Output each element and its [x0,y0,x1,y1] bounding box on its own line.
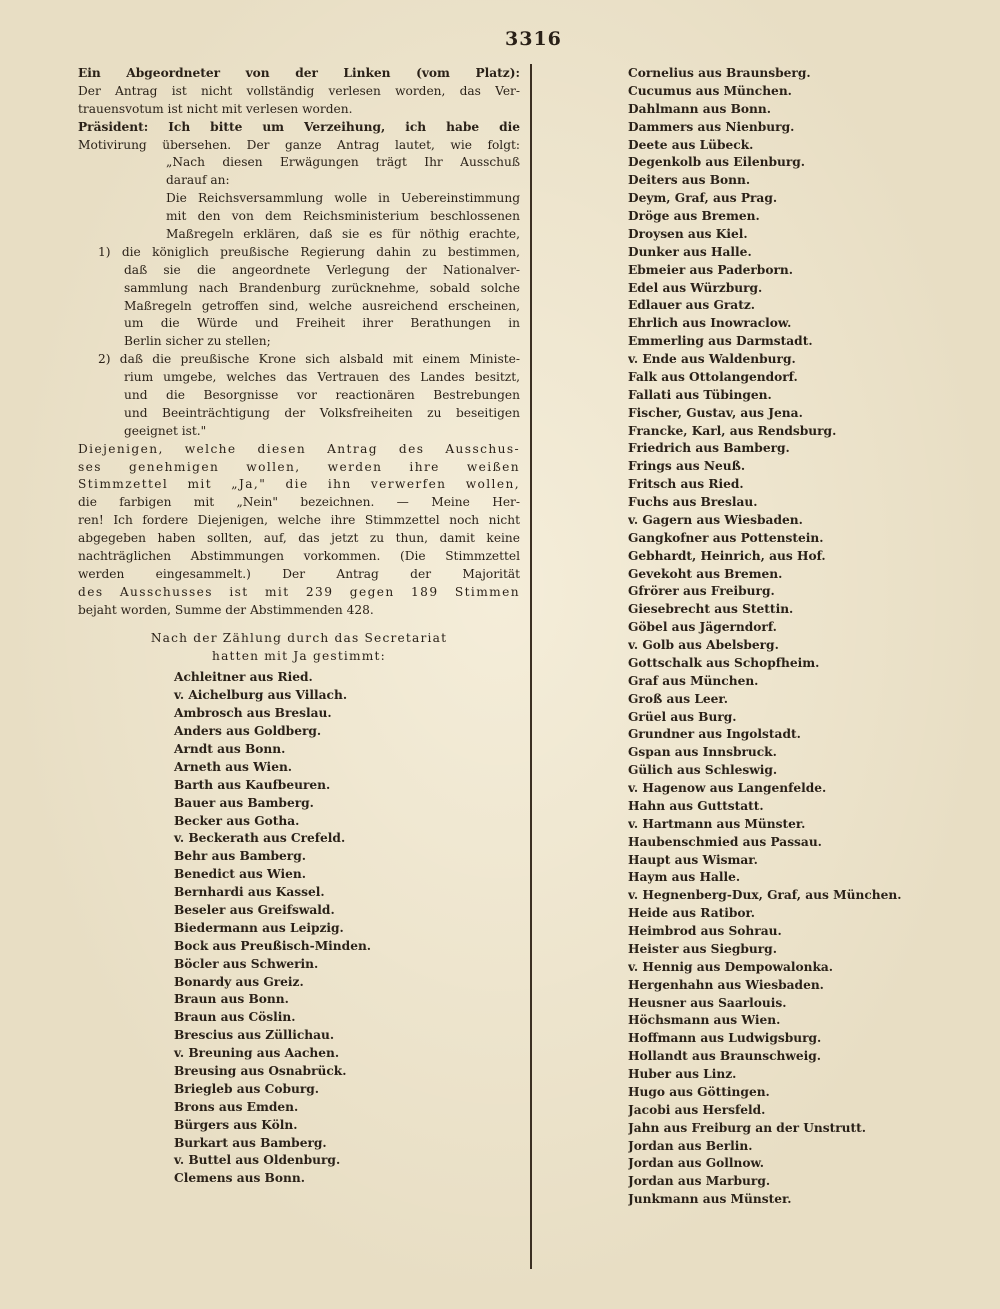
list-item: v. Gagern aus Wiesbaden. [628,512,803,527]
speech-line: abgegeben haben sollten, auf, das jetzt zu thun, damit keine [78,531,520,546]
speech-line: um die Würde und Freiheit ihrer Berathungen in [124,316,520,331]
list-item: Grundner aus Ingolstadt. [628,727,801,742]
list-item: Haym aus Halle. [628,870,741,885]
list-item: Jordan aus Marburg. [628,1174,771,1189]
list-item: Deiters aus Bonn. [628,173,751,188]
speech-line: bejaht worden, Summe der Abstimmenden 428. [78,602,374,617]
list-item: Briegleb aus Coburg. [174,1081,320,1096]
list-item: Höchsmann aus Wien. [628,1013,781,1028]
yes-vote-list-right [628,65,968,1209]
list-item: Göbel aus Jägerndorf. [628,620,777,635]
list-item: Giesebrecht aus Stettin. [628,602,794,617]
list-item: v. Ende aus Waldenburg. [628,352,796,366]
list-item: Dahlmann aus Bonn. [628,101,771,116]
speech-line: darauf an: [166,173,230,188]
list-item: Heimbrod aus Sohrau. [628,924,782,938]
page-number: 3316 [505,28,562,50]
speech-line: Die Reichsversammlung wolle in Uebereinstimmung [166,191,520,206]
list-item: v. Hagenow aus Langenfelde. [628,781,827,795]
list-item: Behr aus Bamberg. [174,849,306,864]
speech-line: ren! Ich fordere Diejenigen, welche ihre Stimmzettel noch nicht [78,513,520,528]
list-item: Edlauer aus Gratz. [628,298,755,313]
speech-line: Maßregeln getroffen sind, welche ausreichend erscheinen, [124,298,520,313]
list-item: Arneth aus Wien. [174,759,293,774]
list-item: Grüel aus Burg. [628,709,737,724]
list-item: Ebmeier aus Paderborn. [628,262,793,277]
list-item: v. Hartmann aus Münster. [628,816,806,831]
speech-line: und die Besorgnisse vor reactionären Bestrebungen [124,388,520,403]
speech-line: geeignet ist." [124,423,207,438]
list-item: Heusner aus Saarlouis. [628,995,787,1010]
list-item: Fritsch aus Ried. [628,477,744,492]
list-item: Benedict aus Wien. [174,867,306,882]
count-heading-line-2: hatten mit Ja gestimmt: [212,648,386,663]
list-item: Becker aus Gotha. [174,813,300,828]
list-item: Hoffmann aus Ludwigsburg. [628,1031,822,1046]
list-item: Anders aus Goldberg. [174,724,322,739]
list-item: v. Buttel aus Oldenburg. [174,1153,341,1168]
speech-line: rium umgebe, welches das Vertrauen des Landes besitzt, [124,370,520,385]
list-item: Hergenhahn aus Wiesbaden. [628,977,824,992]
list-item: Bonardy aus Greiz. [174,974,304,989]
list-item: v. Beckerath aus Crefeld. [174,831,346,846]
list-item: v. Hennig aus Dempowalonka. [628,959,834,974]
list-item: Hugo aus Göttingen. [628,1084,770,1099]
list-item: Dammers aus Nienburg. [628,119,795,134]
speech-line: und Beeinträchtigung der Volksfreiheiten zu beseitigen [124,405,520,420]
list-item: Jordan aus Berlin. [628,1138,753,1153]
yes-vote-list-left [78,669,520,1188]
speech-line: Motivirung übersehen. Der ganze Antrag lautet, wie folgt: [78,137,520,152]
list-item: Fischer, Gustav, aus Jena. [628,405,803,420]
list-item: Burkart aus Bamberg. [174,1135,327,1150]
list-item: Gülich aus Schleswig. [628,763,778,778]
speech-line: nachträglichen Abstimmungen vorkommen. (Die Stimmzettel [78,549,520,564]
list-item: Groß aus Leer. [628,691,728,706]
list-item: Graf aus München. [628,673,759,688]
speech-line: mit den von dem Reichsministerium beschlossenen [166,209,520,224]
list-item: Gfrörer aus Freiburg. [628,584,775,599]
list-item: Dunker aus Halle. [628,244,752,259]
list-item: Clemens aus Bonn. [174,1171,305,1186]
list-item: Degenkolb aus Eilenburg. [628,155,806,170]
list-item: Deete aus Lübeck. [628,137,754,152]
list-item: Bernhardi aus Kassel. [174,885,325,900]
list-item: Brescius aus Züllichau. [174,1028,335,1043]
list-item: Friedrich aus Bamberg. [628,441,790,456]
list-item: Fuchs aus Breslau. [628,495,758,509]
speech-line: Diejenigen, welche diesen Antrag des Ausschus- [78,441,520,456]
list-item: Gevekoht aus Bremen. [628,566,783,581]
speech-line: Präsident: Ich bitte um Verzeihung, ich habe die [78,119,520,134]
speech-line: Ein Abgeordneter von der Linken (vom Platz): [78,66,520,80]
speech-line: des Ausschusses ist mit 239 gegen 189 Stimmen [78,584,520,599]
list-item: Falk aus Ottolangendorf. [628,369,798,384]
list-item: Francke, Karl, aus Rendsburg. [628,423,837,438]
list-item: v. Golb aus Abelsberg. [628,638,779,652]
list-item: Breusing aus Osnabrück. [174,1063,347,1078]
speech-line: werden eingesammelt.) Der Antrag der Majorität [78,566,520,581]
list-item: Gangkofner aus Pottenstein. [628,530,824,545]
list-item: Arndt aus Bonn. [174,741,286,756]
list-item: Droysen aus Kiel. [628,226,748,241]
list-item: Hahn aus Guttstatt. [628,798,764,813]
list-item: Braun aus Cöslin. [174,1010,296,1025]
list-item: Dröge aus Bremen. [628,209,760,223]
list-item: Heide aus Ratibor. [628,906,756,921]
speech-line: daß sie die angeordnete Verlegung der Nationalver- [124,262,520,277]
speech-text [78,65,520,620]
list-item: Bauer aus Bamberg. [174,795,314,810]
list-item: Gebhardt, Heinrich, aus Hof. [628,548,826,563]
left-column [78,65,520,1188]
speech-line: sammlung nach Brandenburg zurücknehme, sobald solche [124,280,520,295]
speech-line: trauensvotum ist nicht mit verlesen worden. [78,101,353,116]
list-item: Frings aus Neuß. [628,459,746,474]
list-item: v. Breuning aus Aachen. [174,1046,340,1061]
speech-line: 2) daß die preußische Krone sich alsbald mit einem Ministe- [98,352,520,367]
right-column [628,65,968,1209]
count-heading-line-1: Nach der Zählung durch das Secretariat [150,630,448,645]
list-item: Brons aus Emden. [174,1099,299,1114]
speech-line: ses genehmigen wollen, werden ihre weißen [78,459,520,474]
list-item: v. Aichelburg aus Villach. [174,688,348,703]
list-item: Barth aus Kaufbeuren. [174,777,331,792]
list-item: Jacobi aus Hersfeld. [628,1102,766,1117]
list-item: Bürgers aus Köln. [174,1117,298,1132]
speech-line: Berlin sicher zu stellen; [124,334,271,349]
speech-line: „Nach diesen Erwägungen trägt Ihr Ausschuß [166,155,520,170]
list-item: v. Hegnenberg-Dux, Graf, aus München. [628,888,902,903]
speech-line: Maßregeln erklären, daß sie es für nöthig erachte, [166,227,520,242]
list-item: Biedermann aus Leipzig. [174,920,344,935]
list-item: Huber aus Linz. [628,1067,737,1081]
list-item: Ambrosch aus Breslau. [174,706,332,721]
list-item: Edel aus Würzburg. [628,280,763,295]
list-item: Bock aus Preußisch-Minden. [174,938,372,953]
list-item: Beseler aus Greifswald. [174,902,335,917]
speech-line: 1) die königlich preußische Regierung dahin zu bestimmen, [98,244,520,259]
list-item: Achleitner aus Ried. [174,670,313,685]
list-item: Haubenschmied aus Passau. [628,834,822,849]
list-item: Fallati aus Tübingen. [628,387,772,402]
speech-line: Stimmzettel mit „Ja," die ihn verwerfen wollen, [78,477,520,492]
list-item: Jordan aus Gollnow. [628,1156,764,1171]
list-item: Cucumus aus München. [628,83,792,98]
list-item: Gottschalk aus Schopfheim. [628,655,820,670]
list-item: Böcler aus Schwerin. [174,956,319,971]
speech-line: Der Antrag ist nicht vollständig verlesen worden, das Ver- [78,83,520,98]
list-item: Emmerling aus Darmstadt. [628,334,813,349]
list-item: Cornelius aus Braunsberg. [628,66,811,80]
list-item: Ehrlich aus Inowraclow. [628,316,792,331]
list-item: Braun aus Bonn. [174,992,289,1007]
column-divider [530,64,532,1269]
list-item: Heister aus Siegburg. [628,941,777,956]
list-item: Hollandt aus Braunschweig. [628,1049,822,1064]
list-item: Haupt aus Wismar. [628,852,758,867]
list-item: Jahn aus Freiburg an der Unstrutt. [628,1120,867,1135]
list-item: Gspan aus Innsbruck. [628,745,777,760]
speech-line: die farbigen mit „Nein" bezeichnen. — Meine Her- [78,495,520,510]
list-item: Deym, Graf, aus Prag. [628,191,778,206]
list-item: Junkmann aus Münster. [628,1192,792,1207]
